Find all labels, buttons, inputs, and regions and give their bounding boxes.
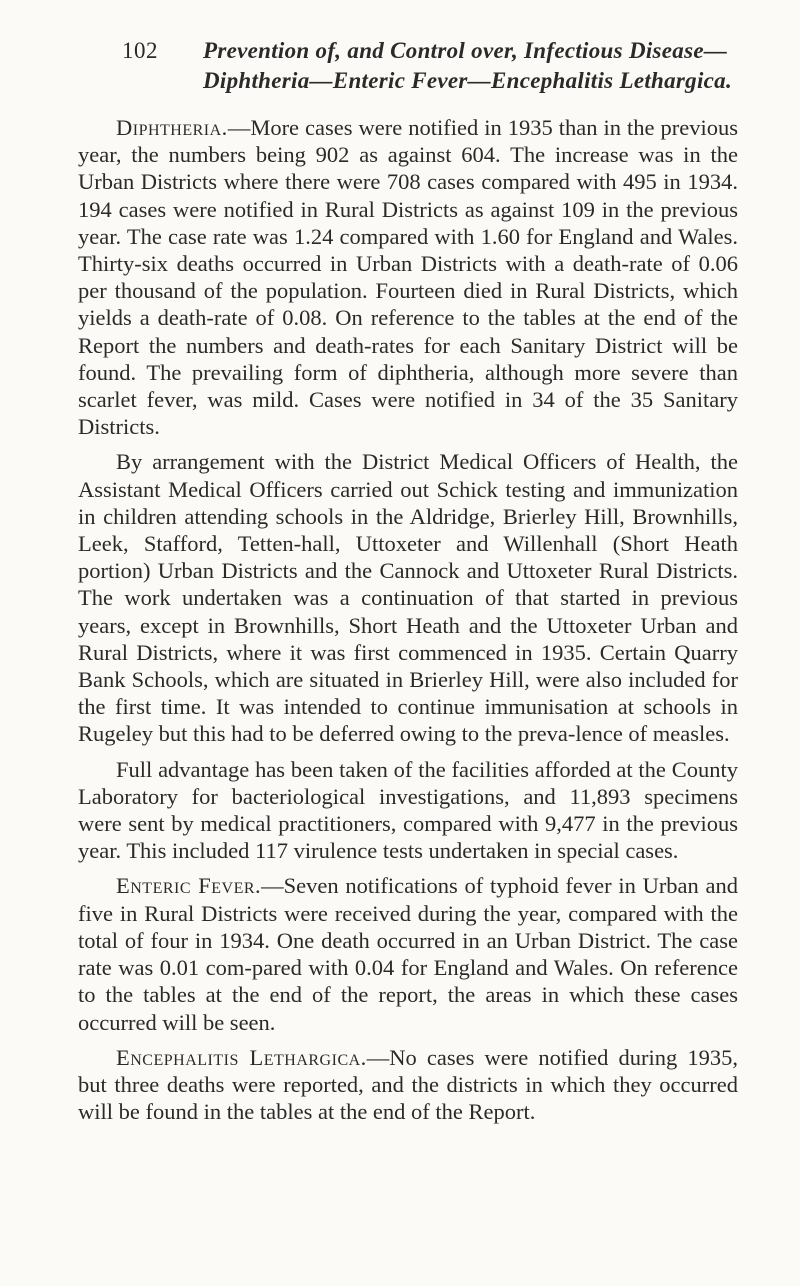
running-subtitle: Diphtheria—Enteric Fever—Encephalitis Lethargica. bbox=[203, 68, 733, 93]
paragraph-encephalitis bbox=[78, 1044, 738, 1126]
paragraph-enteric-fever bbox=[78, 872, 738, 1035]
page-number: 102 bbox=[122, 38, 158, 63]
section-heading-diphtheria: Diphtheria. bbox=[116, 115, 228, 140]
paragraph-text: —No cases were notified during 1935, but three deaths were reported, and the districts in which they occurred will be found in the tables at the end of the Report. bbox=[78, 1044, 738, 1125]
running-title: Prevention of, and Control over, Infectious Disease— bbox=[203, 38, 728, 63]
paragraph-diphtheria bbox=[78, 114, 738, 440]
section-heading-enteric-fever: Enteric Fever. bbox=[116, 873, 262, 899]
paragraph-text: Full advantage has been taken of the facilities afforded at the County Laboratory for bacteriological investigations, and 11,893 specimens were sent by medical practitioners, compared with 9,477 in the previous year. This included 117 virulence tests undertaken in special cases. bbox=[78, 756, 738, 864]
document-page bbox=[78, 38, 738, 1133]
paragraph-text: By arrangement with the District Medical Officers of Health, the Assistant Medical Officers carried out Schick testing and immunization in children attending schools in the Aldridge, Brierley Hill, Brownhills, Leek, Stafford, Tetten-hall, Uttoxeter and Willenhall (Short Heath portion) Urban Districts and the Cannock and Uttoxeter Rural Districts. The work undertaken was a continuation of that started in previous years, except in Brownhills, Short Heath and the Uttoxeter Urban and Rural Districts, where it was first commenced in 1935. Certain Quarry Bank Schools, which are situated in Brierley Hill, were also included for the first time. It was intended to continue immunisation at schools in Rugeley but this had to be deferred owing to the preva-lence of measles. bbox=[78, 449, 738, 747]
paragraph-text: —More cases were notified in 1935 than in the previous year, the numbers being 902 as against 604. The increase was in the Urban Districts where there were 708 cases compared with 495 in 1934. 194 cases were notified in Rural Districts as against 109 in the previous year. The case rate was 1.24 compared with 1.60 for England and Wales. Thirty-six deaths occurred in Urban Districts with a death-rate of 0.06 per thousand of the population. Fourteen died in Rural Districts, which yields a death-rate of 0.08. On reference to the tables at the end of the Report the numbers and death-rates for each Sanitary District will be found. The prevailing form of diphtheria, although more severe than scarlet fever, was mild. Cases were notified in 34 of the 35 Sanitary Districts. bbox=[78, 115, 738, 440]
paragraph-immunization bbox=[78, 448, 738, 747]
page-header bbox=[78, 38, 738, 96]
section-heading-encephalitis: Encephalitis Lethargica. bbox=[116, 1044, 367, 1070]
paragraph-text: —Seven notifications of typhoid fever in Urban and five in Rural Districts were received during the year, compared with the total of four in 1934. One death occurred in an Urban District. The case rate was 0.01 com-pared with 0.04 for England and Wales. On reference to the tables at the end of the report, the areas in which these cases occurred will be seen. bbox=[78, 873, 738, 1035]
paragraph-laboratory bbox=[78, 756, 738, 865]
